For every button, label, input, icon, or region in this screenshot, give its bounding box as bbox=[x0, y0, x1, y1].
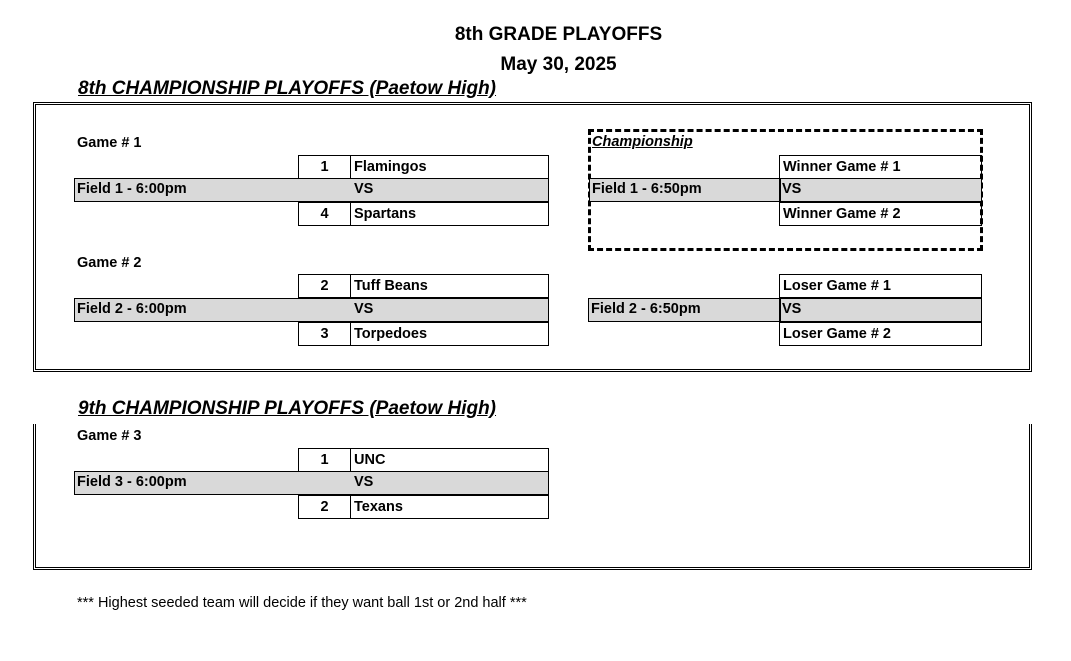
consolation-field: Field 2 - 6:50pm bbox=[591, 301, 701, 317]
game-1-bottom-team: Spartans bbox=[350, 202, 549, 226]
section-heading-8th: 8th CHAMPIONSHIP PLAYOFFS (Paetow High) bbox=[78, 78, 497, 99]
game-1-top-seed: 1 bbox=[298, 155, 351, 179]
championship-bottom-team: Winner Game # 2 bbox=[779, 202, 982, 226]
consolation-vs: VS bbox=[782, 301, 802, 317]
game-2-field: Field 2 - 6:00pm bbox=[77, 301, 187, 317]
game-1-top-team: Flamingos bbox=[350, 155, 549, 179]
championship-vs-divider bbox=[779, 178, 781, 202]
game-3-top-seed: 1 bbox=[298, 448, 351, 472]
game-2-top-team: Tuff Beans bbox=[350, 274, 549, 298]
game-2-top-seed: 2 bbox=[298, 274, 351, 298]
game-2-bottom-seed: 3 bbox=[298, 322, 351, 346]
game-1-label: Game # 1 bbox=[77, 135, 142, 151]
consolation-top-team: Loser Game # 1 bbox=[779, 274, 982, 298]
consolation-bottom-team: Loser Game # 2 bbox=[779, 322, 982, 346]
footer-note: *** Highest seeded team will decide if they want ball 1st or 2nd half *** bbox=[77, 595, 527, 611]
page-title: 8th GRADE PLAYOFFS bbox=[454, 24, 663, 45]
game-2-vs: VS bbox=[354, 301, 374, 317]
game-1-field: Field 1 - 6:00pm bbox=[77, 181, 187, 197]
game-1-vs: VS bbox=[354, 181, 374, 197]
championship-vs: VS bbox=[782, 181, 802, 197]
game-3-vs: VS bbox=[354, 474, 374, 490]
game-3-bottom-seed: 2 bbox=[298, 495, 351, 519]
championship-label: Championship bbox=[592, 134, 693, 150]
game-3-top-team: UNC bbox=[350, 448, 549, 472]
championship-field: Field 1 - 6:50pm bbox=[592, 181, 702, 197]
game-2-bottom-team: Torpedoes bbox=[350, 322, 549, 346]
game-2-label: Game # 2 bbox=[77, 255, 142, 271]
page-date: May 30, 2025 bbox=[500, 54, 617, 75]
game-3-field: Field 3 - 6:00pm bbox=[77, 474, 187, 490]
game-3-label: Game # 3 bbox=[77, 428, 142, 444]
section-heading-9th: 9th CHAMPIONSHIP PLAYOFFS (Paetow High) bbox=[78, 398, 497, 419]
game-1-bottom-seed: 4 bbox=[298, 202, 351, 226]
game-3-bottom-team: Texans bbox=[350, 495, 549, 519]
championship-top-team: Winner Game # 1 bbox=[779, 155, 982, 179]
